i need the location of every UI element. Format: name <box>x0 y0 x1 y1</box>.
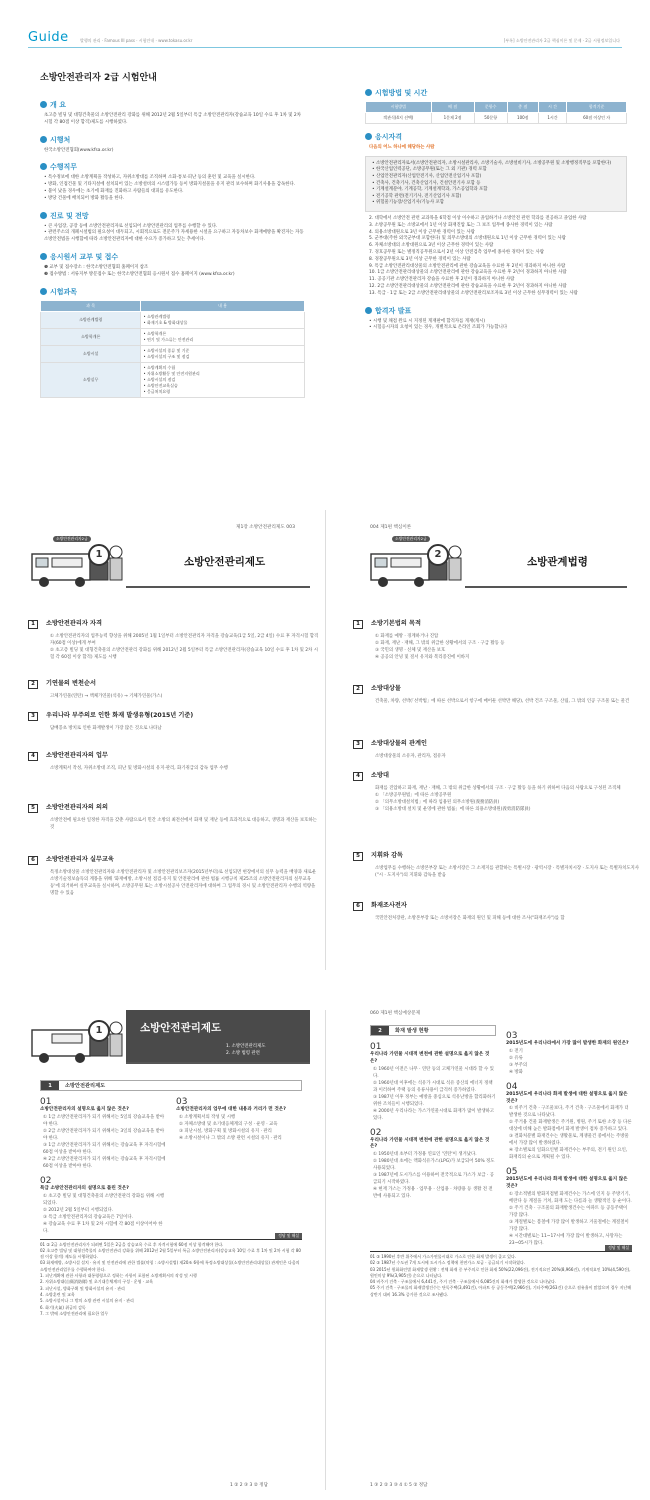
chapter-item <box>356 738 645 760</box>
table-cell: 100점 <box>507 113 538 124</box>
item-body: 소방대상물의 소유자, 관리자, 점유자 <box>375 754 446 759</box>
chapter-title-box <box>126 534 310 588</box>
chapter-item <box>31 750 320 772</box>
bullet-icon <box>40 253 47 260</box>
question-option: ② 2급 소방안전관리자가 되기 위해서는 3일의 강습교육을 받아야 한다. <box>43 1128 165 1141</box>
item-heading-text: 지휘와 감독 <box>371 852 404 859</box>
question-option: ① 비주거 건축 · 구조물보다, 주거 건축 · 구조물에서 화재가 더 발생한 것으로 나타났다. <box>509 1106 629 1119</box>
question-option: ② 2012년 2월 5일부터 시행되었다. <box>43 1207 114 1213</box>
question-option: ① 1급 소방안전관리자가 되기 위해서는 5일의 강습교육을 받아야 한다. <box>43 1114 165 1127</box>
question-option: ① 장소적별의 발화지점별 화재건수는 가스에 인지 등 주방기기, 베란다 등 계절을 거쳐, 화재 도는 다름과 늘 생활적인 등 순이다. <box>509 1191 632 1204</box>
chapter-title: 소방안전관리제도 <box>140 1022 222 1034</box>
section-heading <box>40 100 305 110</box>
question-number: 05 <box>506 1167 518 1178</box>
item-heading <box>31 802 320 813</box>
section-heading-text: 진로 및 전망 <box>50 211 89 220</box>
question-area <box>370 1025 632 1298</box>
answer-explanation: 03 화재예방, 소방시설 설치 · 유지 및 안전관리에 관한 법률(약칭 : 소방시설법) 제20조 6항에 특정소방대상물(소방안전관리대상물) 관계인은 다음의 소방안전관리업무를 수행하여야 한다. <box>40 1260 300 1272</box>
chapter-item <box>356 850 645 879</box>
fire-truck-illustration <box>28 534 128 590</box>
question-text: 우리나라 가연물 시대적 변천에 관한 설명으로 옳지 않은 것은? <box>370 1137 490 1150</box>
item-heading <box>31 854 320 865</box>
pass-body: • 시행 및 채점 완료 시 지정된 게재판에 합격자를 게재(게시) • 시험응시자의 요청이 있는 경우, 개별적으로 온라인 조회가 가능합니다 <box>369 318 508 331</box>
chapter-item <box>31 678 320 700</box>
answer-explanation: 6. 화기(火氣) 취급의 감독 <box>40 1304 86 1310</box>
section-heading: 시험방법 및 시간 <box>365 88 627 98</box>
item-number: 3 <box>28 712 38 721</box>
table-cell: • 소방시설의 종류 및 기준 • 소방시설의 구조 및 점검 <box>141 345 305 362</box>
table-header: 시 간 <box>538 102 567 113</box>
section-body: 한국소방안전협회(www.kfsa.or.kr) <box>44 147 114 153</box>
qualification-item: 9. 특급 소방안전관리대상물의 소방안전관리에 관한 강습교육을 수료한 후 2년이 경과하지 아니한 사람 <box>369 263 566 269</box>
question-option: ① 1950년대 초부터 가정용 연료인 '연탄'이 생겨났다. <box>373 1152 477 1158</box>
chapter-item <box>31 618 320 661</box>
answer-explanation: 01 ③ 1990년 후반 위주에서 가스가연물시대로 가스로 인한 화재 발생이 줄고 있다. <box>370 1253 517 1259</box>
chapter-caption: 소방안전관리자2급 <box>53 536 91 542</box>
answer-explanation: 5. 소방시설이나 그 밖의 소방 관련 시설의 유지 · 관리 <box>40 1298 134 1304</box>
table-cell: 50문항 <box>474 113 507 124</box>
answer-divider: 정답 및 해설 <box>370 1251 632 1252</box>
item-heading <box>31 750 320 761</box>
answer-pagebar: 1 ② 2 ③ 3 ② 정답 <box>230 1483 268 1488</box>
chapter-banner <box>367 534 627 590</box>
section-heading: 응시자격 <box>365 132 627 142</box>
item-heading-text: 소방대상물 <box>371 685 401 692</box>
bullet-icon <box>40 163 47 170</box>
question-option: ② 자체소방대 및 초기대응체계의 구성 · 운영 · 교육 <box>179 1121 278 1127</box>
qualification-box: • 소방안전관리자로서(소방안전관리자, 소방시설관리사, 소방기술사, 소방설비기사, 소방공무원 및 소방행정직무를 포함한다) • 한국산업인력공단, 소방공무원(또는 그 외 기관) 경력 포함 • 산업안전관리자(산업안전기사, 산업안전산업기사 포함) • 건축사, 건축기사, 건축산업기사, 건설안전기사 포함 등 • 기계설계분야, 기계공학, 기계설계학과, 가스공업학과 포함 • 전기공학 관련(전기기사, 전기산업기사 포함) • 위험물기능장/산업기사/기능사 포함 <box>365 156 627 212</box>
section-bar: 2 화재 발생 현황 <box>370 1025 496 1036</box>
item-body: 국민안전처장관, 소방본부장 또는 소방서장은 화재의 원인 및 피해 등에 대한 조사("화재조사")를 함 <box>375 916 565 921</box>
table-cell: • 소방관계법령 • 화재기초 & 방화대상물 <box>141 311 305 328</box>
page-header: 004 제1편 핵심이론 <box>370 525 412 530</box>
question-option: ① 1960년 이전은 나무 · 연탄 등의 고체가연물 시대라 할 수 있다. <box>373 1066 494 1079</box>
chapter-title: 소방관계법령 <box>527 556 588 568</box>
question-text: 2015년도에 우리나라 화재 발생에 대한 설명으로 옳지 않은 것은? <box>506 1177 628 1190</box>
section-body: • 큰 사업장, 공장 등에 소방안전관리자로 선임되어 소방안전관리의 업무를 수행할 수 있다. • 관련주소의 개폐시설법의 필요성이 대두되고, 시회적으로도 전문주가 자세용한 시설을 요구하고 자동차보수 화재예방을 확진자는 자동소방안전법을 시행함에 따라 소방안전관리자에 대한 수요가 증가하고 있는 추세이다. <box>44 223 304 243</box>
question-text: 2015년도에 우리나라 화재 발생에 대한 설명으로 옳지 않은 것은? <box>506 1091 628 1104</box>
bullet-icon <box>40 288 47 295</box>
answer-pagebar: 1 ③ 2 ② 3 ③ 4 ① 5 ② 정답 <box>370 1483 428 1488</box>
question-option: ④ 장소별로의 일화요인별 화재건수는 부주의, 전기 원인 요인, 화재리의 순으로 계획될 수 있다. <box>509 1148 628 1161</box>
page-header: 제1장 소방안전관리제도 003 <box>236 525 295 530</box>
item-heading-text: 소방안전관리자의 의의 <box>46 804 108 811</box>
question-option: ④ 방화 <box>509 1069 523 1075</box>
item-heading <box>356 900 645 911</box>
section-heading-text: 시험과목 <box>50 287 78 296</box>
table-cell: 소방관계법령 <box>41 311 141 328</box>
table-header: 총 점 <box>507 102 538 113</box>
item-number: 6 <box>353 902 363 911</box>
item-number: 5 <box>28 804 38 813</box>
item-body: 고체가연물(연탄) → 액체가연물(석유) → 기체가연물(가스) <box>50 694 163 699</box>
item-number: 2 <box>353 685 363 694</box>
table-header: 과 목 <box>41 300 141 311</box>
answer-explanation: 2. 자위소방대(自衛消防隊) 및 초기대응체계의 구성 · 운영 · 교육 <box>40 1279 154 1285</box>
item-number: 4 <box>28 752 38 761</box>
table-cell: 1시간 <box>538 113 567 124</box>
table-cell: • 소방계획의 수립 • 자위소방활동 및 안전지원관리 • 소방시설의 점검 • 소방안전교육실습 • 응급처치요령 <box>141 362 305 397</box>
answer-explanation: 02 초고층 빌딩 및 대형건축물의 소방안전관리 강화를 위해 2012년 2월 5일부터 특급 소방안전관리자(강습교육 10일 수료 후 1차 및 2차 시험 각 80점 이상 합격) 제도를 시행하였다. <box>40 1247 301 1260</box>
question-option: ④ 2000년 우리나라는 가스가연물시대로 화재가 많이 발생하고 있다. <box>373 1108 495 1121</box>
bullet-icon <box>40 101 47 108</box>
item-number: 5 <box>353 852 363 861</box>
item-heading <box>356 770 645 781</box>
question-text: 소방안전관리자의 업무에 대한 내용과 거리가 먼 것은? <box>176 1107 286 1112</box>
chapter-item <box>31 802 320 831</box>
chapter-item <box>31 710 320 732</box>
chapter-title: 소방안전관리제도 <box>184 556 266 568</box>
chapter-banner <box>28 1010 310 1066</box>
question-number: 03 <box>506 1031 518 1041</box>
question-text: 우리나라 가연물 시대적 변천에 관한 설명으로 옳지 않은 것은? <box>370 1052 490 1064</box>
answer-explanation: 04 비주거 건축 · 구조물에서 6,441건, 주거 건축 · 구조물에서 6,085건의 화재가 발생한 것으로 나타났다. <box>370 1279 557 1285</box>
item-heading-text: 소방안전관리자 자격 <box>46 620 102 627</box>
item-body: 소방계획서 작성, 자위소방대 조직, 피난 및 방화시설의 유지·관리, 화기취급의 감독 업무 수행 <box>50 766 228 771</box>
item-body: 소방업무를 수행하는 소방본부장 또는 소방서장은 그 소재지를 관할하는 특별시장 · 광역시장 · 특별자치시장 · 도지사 또는 특별자치도지사("시 · 도지사")의 지휘와 감독을 받음 <box>375 866 640 878</box>
item-number: 2 <box>28 680 38 689</box>
qualification-item: 4. 의용소방대원으로 3년 이상 근무한 경력이 있는 사람 <box>369 229 475 235</box>
header-left: 발행의 관리 · Famous III pass · 시험안내 · www.tokasu.or.kr <box>80 38 193 43</box>
guide-page <box>0 0 650 490</box>
right-page <box>325 490 650 990</box>
table-header: 내 용 <box>141 300 305 311</box>
chapter-spread <box>0 490 650 990</box>
chapter-banner <box>28 534 310 590</box>
table-cell: 1문제 2점 <box>431 113 474 124</box>
table-header: 합격기준 <box>567 102 627 113</box>
answer-explanation: 3. 피난시설, 방화구획 및 방화시설의 유지 · 관리 <box>40 1285 125 1291</box>
table-cell: 소방학개론 <box>41 328 141 345</box>
item-heading-text: 화재조사전자 <box>371 902 407 909</box>
question-option: ③ 1987년 이후 정부는 예방을 중심으로 석유난방을 합리화하기 위한 조치들이 시행되었다. <box>373 1094 496 1107</box>
item-heading-text: 소방대 <box>371 772 389 779</box>
page-header: 060 제1편 핵심예상문제 <box>370 1011 421 1016</box>
item-heading <box>356 850 645 861</box>
chapter-item <box>356 770 645 813</box>
item-heading <box>356 683 645 694</box>
table-cell: 소방실무 <box>41 362 141 397</box>
chapter-title-box <box>126 1010 310 1064</box>
item-number: 3 <box>353 740 363 749</box>
item-number: 1 <box>353 620 363 629</box>
question-option: ④ 소방시설이나 그 밖의 소방 관련 시설의 유지 · 관리 <box>179 1135 282 1141</box>
qualification-lead: 다음의 어느 하나에 해당하는 사람 <box>369 145 435 150</box>
qualification-item: 7. 경호공무원 또는 별정직공무원으로서 2년 이상 안전검측 업무에 종사한 경력이 있는 사람 <box>369 249 545 255</box>
item-heading <box>356 618 645 629</box>
chapter-number-badge: 2 <box>427 544 449 566</box>
fire-truck-illustration <box>367 534 467 590</box>
question-number: 04 <box>506 1081 518 1092</box>
item-body: ① 소방안전관리자의 업무능력 향상을 위해 2005년 1월 1일부터 소방안전관리자 자격을 강습교육(1급 5일, 2급 4일) 수료 후 자격시험 합격자(60점 이상)에게 부여 ② 초고층 빌딩 및 대형건축물의 소방안전관리 강화를 위해 2012년 2월 5일부터 특급 소방안전관리자(강습교육 10일 수료 후 1차 및 2차 시험 각 60점 이상 합격) 제도를 시행 <box>50 634 319 660</box>
subjects-table <box>40 300 305 398</box>
question-text: 소방안전관리자의 설명으로 옳지 않은 것은? <box>40 1107 129 1112</box>
section-heading <box>40 135 305 145</box>
section-body: • 특수정보에 대한 소방계획을 작성하고, 자위소방대를 조직하며 소화·통보·피난 등의 훈련 및 교육을 실시한다. • 방화, 인접건물 및 기타지설에 설치되어 있는 소방설비의 시스템가동 등이 방화지설물을 유지 관리 보수하며 화기사용을 감독한다. • 불이 났을 경우에는 초기에 화재를 진화하고 사람들의 대피를 유도한다. • 방당 건물에 배치되어 방화 활동을 한다. <box>44 175 296 201</box>
item-heading-text: 우리나라 부주의로 인한 화재 발생유형(2015년 기준) <box>46 712 194 719</box>
item-number: 1 <box>28 620 38 629</box>
question-option: ④ 시간대별로는 11~17시에 가장 많이 발생하고, 사망자는 23~05시가 많다. <box>509 1233 623 1246</box>
section-heading-text: 수행직무 <box>50 163 78 172</box>
answer-explanation: 1. 피난계획에 관한 사항과 대통령령으로 정하는 사항이 포함된 소방계획서의 작성 및 시행 <box>40 1273 197 1279</box>
table-cell: 소방시설 <box>41 345 141 362</box>
qualification-item: 11. 공공기관 소방안전관리자 강습을 수료한 후 2년이 경과하지 아니한 사람 <box>369 277 515 283</box>
right-column <box>365 80 627 332</box>
section-heading-text: 응시원서 교부 및 접수 <box>50 252 119 261</box>
answer-explanation: 02 ③ 1987년 수도권 7개 도시에 도시가스 정책에 천연가스 보급 · 공급되기 시작하였다. <box>370 1260 526 1266</box>
chapter-subtitle: 1. 소방안전관리제도 2. 소방 법령 관련 <box>226 1044 266 1056</box>
question-option: ③ 1987년에 도시가스를 이용하여 전국적으로 가스가 보급 · 공급되기 시작하였다. <box>373 1173 494 1186</box>
fire-truck-illustration <box>28 1010 128 1066</box>
qualification-item: 13. 특급 · 1급 또는 2급 소방안전관리대상물의 소방안전관리보조자로 3년 이상 근무한 실무경력이 있는 사람 <box>369 290 578 296</box>
item-heading <box>31 678 320 689</box>
section-body: ❶ 교부 및 접수장소 : 한국소방안전협회 홈페이지 참조 ❷ 접수방법 : 서류지부 방문접수 또는 한국소방안전협회 응시원서 접수 홈페이지 (www.kfsa.or.kr) <box>44 264 235 277</box>
qualification-item: 12. 2급 소방안전관리대상물의 소방안전관리에 관한 강습교육을 수료한 후 2년이 경과하지 아니한 사람 <box>369 283 567 289</box>
question-option: ④ 강습교육 수료 후 1차 및 2차 시험에 각 80점 이상이어야 한다. <box>43 1221 163 1234</box>
qualification-item: 10. 1급 소방안전관리대상물의 소방안전관리에 관한 강습교육을 수료한 후 2년이 경과하지 아니한 사람 <box>369 270 567 276</box>
item-heading <box>31 710 320 721</box>
question-option: ② 주거용 건물 화재발생은 주거원, 병원, 주거 또한 소장 등 다른 대상에 비해 높은 발화점에서 화재 발생이 점차 증가하고 있다. <box>509 1120 632 1133</box>
section-body: 초고층 빌딩 및 대형건축물의 소방안전관리 강화를 위해 2012년 2월 5일부터 특급 소방안전관리자(강습교육 10일 수료 후 1차 및 2차 시험 각 80점 이상 합격)제도를 시행하였다. <box>44 113 301 125</box>
chapter-item <box>356 618 645 661</box>
left-page <box>0 490 325 990</box>
guide-label: Guide <box>28 30 69 45</box>
header-right: [부록] 소방안전관리자 2급 핵심이론 및 문제 · 2급 시험정보입니다 <box>503 38 620 43</box>
question-option: ① 소방계획서의 작성 및 시행 <box>179 1114 236 1120</box>
chapter-number-badge: 1 <box>88 1020 110 1042</box>
section-heading <box>40 287 305 297</box>
item-body: 특정소방대상물 소방안전관리자와 소방안전관리자 및 소방안전관리보조자(2015년부터)로 선임되면 현장에서의 실무 능력을 배양과 새로운 소방기술정보습득의 계몽을 위해 '화재예방, 소방시설 점검·유지 및 안전관리에 관한 법률 시행규칙 제25조의 소방안전관리자의 실무교육 등'에 의거하여 실무교육을 실시하며, 소방공무원 또는 소방시설공사 안전관리자에 대하여 그 업무의 경시 및 소방안전관리자 수행의 역량을 명할 수 있음 <box>50 870 317 896</box>
question-text: 2015년도에 우리나라에서 가장 많이 발생한 화재의 원인은? <box>506 1041 629 1046</box>
chapter-item <box>31 854 320 897</box>
table-row <box>41 328 305 345</box>
section-bar: 1 소방안전관리제도 <box>40 1080 302 1091</box>
question-number: 01 <box>40 1097 52 1107</box>
left-column <box>40 92 305 398</box>
question-option: ② 1960년대 이후에는 석유가 시대로 석유 증산의 에너지 정책과 이러하여 주택 등의 유류사용이 급격히 증가하였다. <box>373 1080 493 1093</box>
table-row <box>41 362 305 397</box>
question-option: ③ 특급 소방안전관리자의 강습교육은 7일이다. <box>43 1214 134 1220</box>
section-heading <box>40 252 305 262</box>
answer-explanation: 01 ② 2급 소방안전관리자가 되려면 5일은 2급을 강습교육 수료 후 자격시험에 60점 이상 합격해야 한다. <box>40 1241 224 1247</box>
question-option: ② 1980년대 초에는 액화석유가스(LPG)가 보급되어 50% 정도 사용되었다. <box>373 1159 495 1172</box>
qualification-item: 3. 소방공무원 또는 소방교에서 1년 이상 화재진압 또는 그 보조 업무에 종사한 경력이 있는 사람 <box>369 222 553 228</box>
question-option: ③ 결화처분별 화재건수는 생활물로, 계쟁물건 중에서는 주방물에서 가장 많이 발생하였다. <box>509 1134 629 1147</box>
right-page <box>325 990 650 1500</box>
table-header: 배 점 <box>431 102 474 113</box>
table-cell: 객관식(4지 선택) <box>366 113 432 124</box>
section-heading <box>40 211 305 221</box>
section-heading-text: 개 요 <box>50 101 66 109</box>
qualification-item: 8. 경찰공무원으로 3년 이상 근무한 경력이 있는 사람 <box>369 256 471 262</box>
question-option: ④ 2급 소방안전관리자가 되기 위해서는 강습교육 후 자격시험에 60점 이상을 받아야 한다. <box>43 1156 166 1169</box>
item-body: 소방안전에 필요한 일정한 자격을 갖춘 사람으로서 민간 소방의 최전선에서 화재 및 재난 등에 효과적으로 대응하고, 생명과 재산을 보호하는 것 <box>50 818 317 830</box>
item-heading-text: 소방대상물의 관계인 <box>371 740 427 747</box>
question-option: ③ 부주의 <box>509 1062 528 1068</box>
chapter-item <box>356 900 645 922</box>
answer-explanation: 7. 그 밖에 소방안전관리에 필요한 업무 <box>40 1310 109 1316</box>
table-cell: • 소방학개론 • 연기 및 가스류는 안전관리 <box>141 328 305 345</box>
item-heading-text: 소방기본법의 목적 <box>371 620 421 627</box>
table-header: 시험방법 <box>366 102 432 113</box>
chapter-title-box <box>465 534 627 588</box>
page-title: 소방안전관리자 2급 시험안내 <box>40 73 157 83</box>
question-option: ① 전기 <box>509 1048 523 1054</box>
method-table <box>365 101 627 124</box>
item-number: 4 <box>353 772 363 781</box>
table-row <box>41 311 305 328</box>
question-text: 특급 소방안전관리자의 설명으로 틀린 것은? <box>40 1185 129 1191</box>
question-option: ③ 계절별로는 봄철에 가장 많이 발생하고 겨울철에는 계절철이 가장 많다. <box>509 1219 629 1232</box>
answer-explanation: 05 주거 건축 · 구조물의 화재발생건수는 단독주택(3,491건), 아파트 등 공동주택(2,966건), 기타주택(263건) 순으로 점유율이 많았으며 경우 지난해 상반기 대비 16.3% 증가한 것으로 조사됐다. <box>370 1285 632 1297</box>
answer-explanation: 03 2015년 원화화인별 화재발생 현황 : 전체 화재 중 부주의로 인한 화재 50%(22,096건), 전기적요인 20%(8,966건), 기계적요인 10%(4,590건), 원인미상 9%(3,905건) 순으로 나타났다. <box>370 1266 631 1278</box>
section-heading-text: 시행처 <box>50 135 71 144</box>
table-cell: 60점 이상인 자 <box>567 113 627 124</box>
question-number: 02 <box>370 1127 382 1138</box>
qualification-item: 6. 자체소방대의 소방대원으로 3년 이상 근무한 경력이 있는 사람 <box>369 243 494 249</box>
item-heading-text: 소방안전관리자 실무교육 <box>46 856 114 863</box>
item-body: 담배꽁초 방치로 인한 화재발생이 가장 많은 것으로 나타남 <box>50 726 162 731</box>
question-option: ② 주거 건축 · 구조물의 화재발생건수는 아파트 등 공동주택이 가장 많다. <box>509 1205 628 1218</box>
item-body: 건축물, 차량, 선박(「선박법」에 따른 선박으로서 항구에 매어둔 선박만 해당), 선박 건조 구조물, 산림, 그 밖의 인공 구조물 또는 물건 <box>375 699 630 704</box>
question-option: ③ 1급 소방안전관리자가 되기 위해서는 강습교육 후 자격시험에 60점 이상을 받아야 한다. <box>43 1142 166 1155</box>
section-heading <box>40 162 305 172</box>
question-area <box>40 1080 302 1317</box>
qualification-item: 2. 대학에서 소방안전 관련 교과목을 6학점 이상 이수하고 졸업하거나 소방안전 관련 학과를 전공하고 졸업한 사람 <box>369 215 587 221</box>
answer-divider: 정답 및 해설 <box>40 1239 302 1240</box>
qualification-item: 5. 군부대(주한 외국군부대 포함한다) 및 의무소방대의 소방대원으로 1년 이상 근무한 경력이 있는 사람 <box>369 236 566 242</box>
chapter-caption: 소방안전관리자2급 <box>392 536 430 542</box>
item-body: 화재를 진압하고 화재, 재난 · 재해, 그 밖의 위급한 상황에서의 구조 · 구급 활동 등을 하기 위하여 다음의 사람으로 구성된 조직체 ① 「소방공무원법」에 따른 소방공무원 ② 「의무소방대설치법」에 따라 임용된 의무소방원(義務消防員) ③ 「의용소방대 설치 및 운영에 관한 법률」에 따른 의용소방대원(義勇消防隊員) <box>375 786 621 812</box>
question-option: ④ 현재 가스는 가정용 · 업무용 · 산업용 · 차량용 등 생활 전 전반에 사용되고 있다. <box>373 1187 493 1200</box>
question-option: ② 유류 <box>509 1055 523 1061</box>
question-number: 01 <box>370 1042 382 1052</box>
section-heading: 합격자 발표 <box>365 306 627 316</box>
bullet-icon <box>40 136 47 143</box>
question-option: ① 초고층 빌딩 및 대형건축물의 소방안전관리 강화를 위해 시행되었다. <box>43 1193 165 1206</box>
bullet-icon <box>40 212 47 219</box>
left-page <box>0 990 325 1500</box>
table-header: 문항수 <box>474 102 507 113</box>
item-heading-text: 기연물의 변천순서 <box>46 680 96 687</box>
header-rule <box>28 47 622 48</box>
question-number: 03 <box>176 1097 188 1107</box>
chapter-item <box>356 683 645 705</box>
question-spread <box>0 990 650 1500</box>
item-body: ① 화재를 예방 · 경계하거나 진압 ② 화재, 재난 · 재해, 그 밖의 위급한 상황에서의 구조 · 구급 활동 등 ③ 국민의 생명 · 신체 및 재산을 보호 ④ 공공의 안녕 및 질서 유지와 복리증진에 이바지 <box>375 634 505 660</box>
question-option: ③ 피난시설, 방화구획 및 방화시설의 유지 · 관리 <box>179 1128 272 1134</box>
table-row <box>41 345 305 362</box>
question-number: 02 <box>40 1175 52 1186</box>
chapter-number-badge: 1 <box>88 544 110 566</box>
item-heading <box>356 738 645 749</box>
item-number: 6 <box>28 856 38 865</box>
answer-explanation: 4. 소방훈련 및 교육 <box>40 1291 75 1297</box>
item-heading <box>31 618 320 629</box>
item-heading-text: 소방안전관리자의 업무 <box>46 752 108 759</box>
